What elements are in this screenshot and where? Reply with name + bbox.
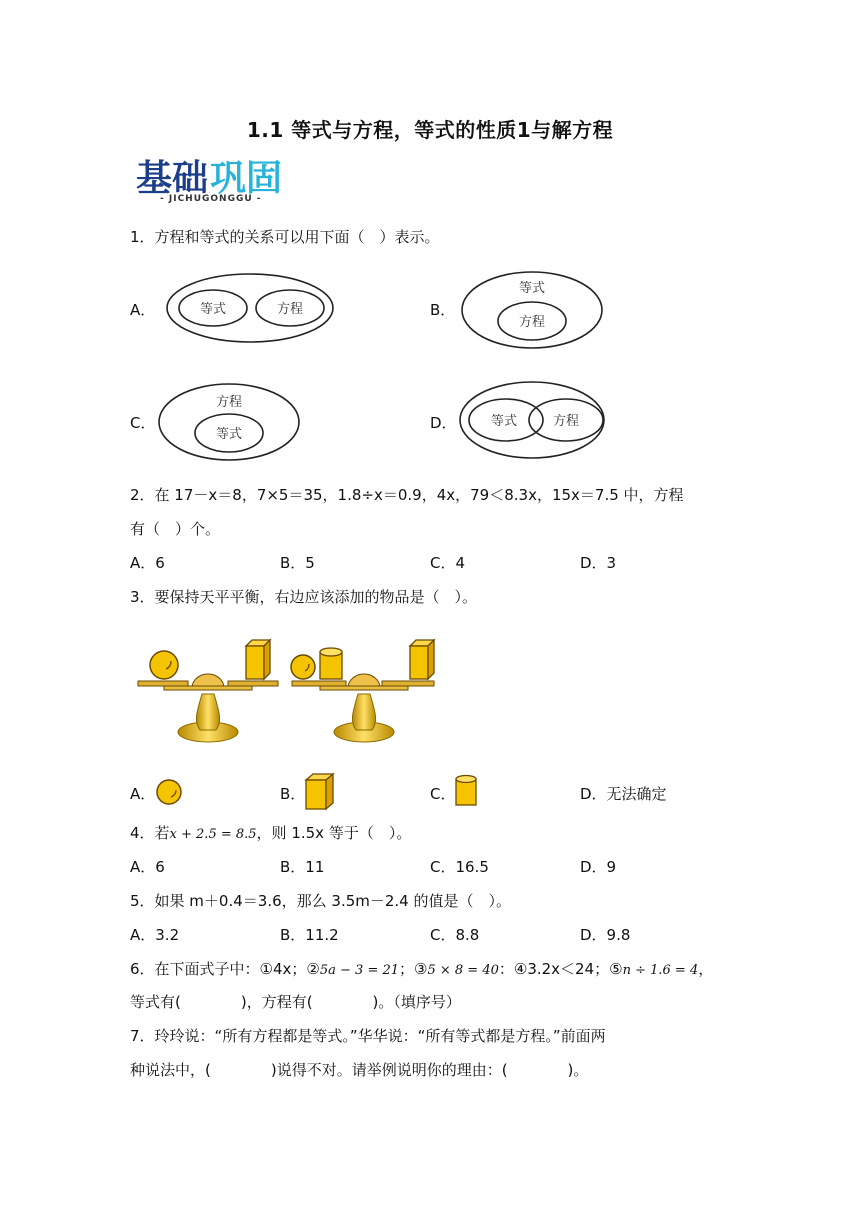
q3-option-c: C． xyxy=(430,785,456,803)
page-title: 1.1 等式与方程，等式的性质1与解方程 xyxy=(246,118,614,142)
q2-stem-line1: 2．在 17－x＝8，7×5＝35，1.8÷x＝0.9，4x，79＜8.3x，15x＝7.5 中，方程 xyxy=(130,486,684,504)
q6-part1: 6．在下面式子中：①4x；② xyxy=(130,960,320,978)
q1-diagram-b xyxy=(458,268,608,354)
q5-option-c: C．8.8 xyxy=(430,926,480,944)
ball xyxy=(291,655,315,679)
q3-balance-figure xyxy=(136,636,446,748)
outer-ellipse xyxy=(460,382,604,458)
q4-formula: x + 2.5 = 8.5 xyxy=(169,827,257,842)
q7-stem-line2: 种说法中，( )说得不对。请举例说明你的理由：( )。 xyxy=(130,1061,589,1079)
diagram-label: 等式 xyxy=(518,281,546,296)
banner-subtitle: - JICHUGONGGU - xyxy=(160,194,262,204)
q3-option-a-ball-icon xyxy=(155,778,185,808)
cube xyxy=(410,646,428,679)
q5-option-d: D．9.8 xyxy=(580,926,631,944)
cube xyxy=(246,646,264,679)
diagram-label: 等式 xyxy=(199,302,227,317)
q4-stem xyxy=(130,822,411,843)
q1-diagram-a xyxy=(160,270,340,350)
diagram-label: 方程 xyxy=(276,302,304,317)
diagram-label: 方程 xyxy=(518,315,546,330)
q4-option-c: C．16.5 xyxy=(430,858,489,876)
q1-diagram-d xyxy=(456,378,610,464)
q6-stem-line2: 等式有( )，方程有( )。（填序号） xyxy=(130,993,461,1011)
q1-option-c-letter: C． xyxy=(130,414,156,432)
ball xyxy=(150,651,178,679)
q3-option-a: A． xyxy=(130,785,156,803)
q6-stem-line1 xyxy=(130,958,713,979)
q1-option-b-letter: B． xyxy=(430,301,456,319)
q6-formula-2: 5 × 8 = 40 xyxy=(427,963,499,978)
q2-option-d: D．3 xyxy=(580,554,617,572)
q6-part3: ：④3.2x＜24；⑤ xyxy=(498,960,623,978)
q6-part4: ， xyxy=(698,960,714,978)
q2-option-b: B．5 xyxy=(280,554,315,572)
balance-scale-2 xyxy=(291,640,434,742)
q4-option-d: D．9 xyxy=(580,858,617,876)
q1-diagram-c xyxy=(155,380,305,466)
q4-option-a: A．6 xyxy=(130,858,165,876)
q1-option-d-letter: D． xyxy=(430,414,457,432)
q4-prefix: 4．若 xyxy=(130,824,170,842)
banner-main-part2: 巩固 xyxy=(210,158,283,199)
diagram-label: 方程 xyxy=(552,414,580,429)
q2-stem-line2: 有（ ）个。 xyxy=(130,520,221,538)
q6-formula-3: n ÷ 1.6 = 4 xyxy=(622,963,699,978)
q6-formula-1: 5a − 3 = 21 xyxy=(319,963,400,978)
diagram-label: 方程 xyxy=(215,395,243,410)
q2-option-a: A．6 xyxy=(130,554,165,572)
q3-option-c-cylinder-icon xyxy=(454,774,480,810)
q3-stem: 3．要保持天平平衡，右边应该添加的物品是（ ）。 xyxy=(130,588,478,606)
diagram-label: 等式 xyxy=(215,427,243,442)
banner-main-part1: 基础 xyxy=(136,158,209,199)
q3-option-b: B． xyxy=(280,785,306,803)
q1-option-a-letter: A． xyxy=(130,301,156,319)
q3-option-b-cube-icon xyxy=(303,772,337,812)
q4-option-b: B．11 xyxy=(280,858,325,876)
q1-stem: 1．方程和等式的关系可以用下面（ ）表示。 xyxy=(130,228,440,246)
q2-option-c: C．4 xyxy=(430,554,466,572)
q6-part2: ；③ xyxy=(399,960,428,978)
q3-option-d: D．无法确定 xyxy=(580,785,667,803)
q4-suffix: ，则 1.5x 等于（ ）。 xyxy=(256,824,412,842)
q7-stem-line1: 7．玲玲说：“所有方程都是等式。”华华说：“所有等式都是方程。”前面两 xyxy=(130,1027,606,1045)
balance-scale-1 xyxy=(138,640,278,742)
q5-option-b: B．11.2 xyxy=(280,926,339,944)
q5-stem: 5．如果 m＋0.4＝3.6，那么 3.5m－2.4 的值是（ ）。 xyxy=(130,892,511,910)
q5-option-a: A．3.2 xyxy=(130,926,180,944)
outer-ellipse xyxy=(167,274,333,342)
diagram-label: 等式 xyxy=(490,414,518,429)
